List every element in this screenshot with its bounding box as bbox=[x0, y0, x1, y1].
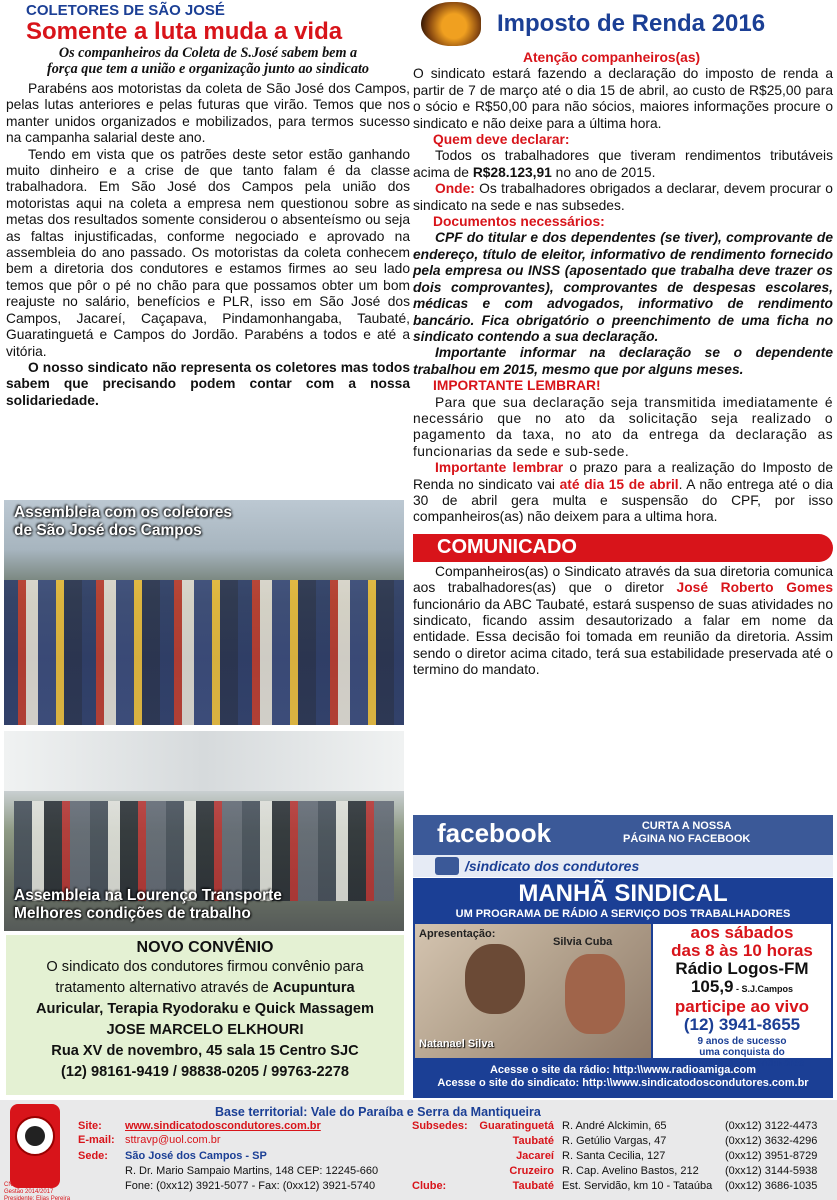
radio-s2: das 8 às 10 horas bbox=[671, 941, 813, 960]
convenio-line-5: Rua XV de novembro, 45 sala 15 Centro SJC bbox=[51, 1043, 359, 1059]
footer-row-1-city: Taubaté bbox=[512, 1135, 554, 1147]
ir-important-title: IMPORTANTE LEMBRAR! bbox=[433, 378, 601, 394]
footer-row-4-address: Est. Servidão, km 10 - Tataúba bbox=[562, 1180, 713, 1192]
footer-row-2-city: Jacareí bbox=[516, 1150, 554, 1162]
convenio-line-2a: tratamento alternativo através de bbox=[55, 980, 273, 996]
article-paragraph-1: Parabéns aos motoristas da coleta de São José dos Campos, pelas lutas anteriores e pelas futuras que virão. Temos que nos manter unidos organizados e mobilizados, para termos sucesso na campanha salarial deste ano. bbox=[6, 81, 410, 146]
sindicato-site-link[interactable]: Acesse o site do sindicato: http:\\www.sindicatodoscondutores.com.br bbox=[437, 1077, 809, 1089]
convenio-line-6: (12) 98161-9419 / 98838-0205 / 99763-2278 bbox=[60, 1064, 350, 1080]
radio-s3: Rádio Logos-FM bbox=[675, 959, 809, 978]
ir-important-2 bbox=[413, 460, 833, 526]
footer-email[interactable]: sttravp@uol.com.br bbox=[125, 1134, 221, 1146]
radio-s7: 9 anos de sucesso bbox=[697, 1036, 787, 1047]
footer-email-label: E-mail: bbox=[78, 1134, 115, 1146]
radio-s9: Sindicato dos Condutores bbox=[679, 1058, 805, 1069]
article-deck bbox=[6, 45, 410, 77]
ir-important-2-date: até dia 15 de abril bbox=[559, 476, 679, 492]
radio-s4: 105,9 bbox=[690, 977, 734, 996]
ir-where-body: Os trabalhadores obrigados a declarar, devem procurar o sindicato na sede e nas subsedes. bbox=[413, 181, 833, 213]
photo2-caption-2: Melhores condições de trabalho bbox=[14, 905, 251, 922]
presenter-figure-2 bbox=[565, 954, 625, 1034]
footer-row-2-address: R. Santa Cecilia, 127 bbox=[562, 1150, 666, 1162]
ir-who-text bbox=[413, 148, 833, 181]
facebook-cta bbox=[623, 820, 750, 846]
ir-docs-text: CPF do titular e dos dependentes (se tiver), comprovante de endereço, título de eleitor, informativo de rendimento fornecido pela empresa ou INSS (aposentado que trabalha deve trazer os dois comprovantes), comprovantes de despesas escolares, médicas e com advogados, informativo de rendimento bancário. Fica obrigatório o preenchimento de uma ficha no sindicato contendo a sua declaração. bbox=[413, 230, 833, 344]
convenio-line-4: JOSE MARCELO ELKHOURI bbox=[106, 1022, 304, 1038]
facebook-cta-1: CURTA A NOSSA bbox=[641, 820, 732, 832]
footer-row-0-address: R. André Alckimin, 65 bbox=[562, 1120, 667, 1132]
footer-row-3-phone: (0xx12) 3144-5938 bbox=[725, 1165, 818, 1177]
ir-docs-note: Importante informar na declaração se o dependente trabalhou em 2015, mesmo que por alguns meses. bbox=[413, 345, 833, 377]
radio-phone: (12) 3941-8655 bbox=[683, 1015, 801, 1034]
article-headline: Somente a luta muda a vida bbox=[26, 18, 343, 45]
seal-text bbox=[4, 1182, 70, 1200]
radio-studio-photo bbox=[415, 924, 651, 1058]
photo-assembleia-lourenco bbox=[4, 731, 404, 931]
radio-footer bbox=[413, 1064, 833, 1090]
seal-text-3: Presidente: Elias Pereira bbox=[4, 1196, 71, 1200]
photo2-caption-1: Assembleia na Lourenço Transporte bbox=[14, 887, 282, 904]
radio-s5: participe ao vivo bbox=[674, 997, 810, 1016]
facebook-page-link[interactable] bbox=[413, 855, 833, 877]
photo1-caption-2: de São José dos Campos bbox=[14, 522, 202, 539]
convenio-line-3: Auricular, Terapia Ryodoraku e Quick Massagem bbox=[36, 1001, 374, 1017]
seal-text-2: Gestão 2014/2017 bbox=[4, 1189, 54, 1195]
ir-title: Imposto de Renda 2016 bbox=[497, 10, 766, 37]
presenter-figure bbox=[465, 944, 525, 1014]
photo-assembleia-coletores bbox=[4, 500, 404, 725]
footer-sede-label: Sede: bbox=[78, 1150, 108, 1162]
footer-row-4-phone: (0xx12) 3686-1035 bbox=[725, 1180, 818, 1192]
ir-docs-title: Documentos necessários: bbox=[433, 214, 605, 230]
footer-row-3-city: Cruzeiro bbox=[509, 1165, 554, 1177]
comunicado-title: COMUNICADO bbox=[413, 534, 833, 562]
lion-logo-icon bbox=[421, 2, 481, 46]
footer-row-1-address: R. Getúlio Vargas, 47 bbox=[562, 1135, 667, 1147]
radio-presenter-1: Silvia Cuba bbox=[553, 936, 613, 948]
footer-subsedes-label: Subsedes: bbox=[412, 1120, 468, 1132]
ir-important-2-b: . A não entrega até o dia 30 de abril gera multa e suspensão do CPF, por isso companheiros(as) não deixem para a ultima hora. bbox=[413, 476, 833, 525]
people-shape bbox=[14, 801, 394, 901]
deck-line-2: força que tem a união e organização junto ao sindicato bbox=[46, 61, 369, 77]
footer-site-label: Site: bbox=[78, 1120, 102, 1132]
photo1-caption-1: Assembleia com os coletores bbox=[14, 504, 232, 521]
ir-who-text-a: Todos os trabalhadores que tiveram rendimentos tributáveis acima de bbox=[413, 148, 833, 180]
footer-row-2-phone: (0xx12) 3951-8729 bbox=[725, 1150, 818, 1162]
footer-row-3-address: R. Cap. Avelino Bastos, 212 bbox=[562, 1165, 699, 1177]
article-kicker: COLETORES DE SÃO JOSÉ bbox=[26, 2, 225, 19]
radio-schedule bbox=[653, 923, 831, 1069]
comunicado-text bbox=[413, 564, 833, 679]
footer-base: Base territorial: Vale do Paraíba e Serra da Mantiqueira bbox=[215, 1105, 541, 1119]
novo-convenio-box bbox=[6, 935, 404, 1095]
convenio-line-2 bbox=[6, 978, 404, 999]
manha-sindical-banner bbox=[413, 878, 833, 1098]
ir-who-title: Quem deve declarar: bbox=[433, 132, 570, 148]
comunicado-text-a: Companheiros(as) o Sindicato através da sua diretoria comunica aos trabalhadores(as) que o diretor bbox=[413, 563, 833, 596]
radio-title: MANHÃ SINDICAL bbox=[518, 880, 728, 907]
imposto-de-renda-article bbox=[413, 2, 833, 679]
facebook-page-name: /sindicato dos condutores bbox=[465, 858, 640, 874]
ir-important-text: Para que sua declaração seja transmitida imediatamente é necessário que no ato da solicitação seja realizado o pagamento da taxa, no ato da entrega da declaração as funcionarias da sede e sub-sede. bbox=[413, 394, 833, 459]
footer-row-0-phone: (0xx12) 3122-4473 bbox=[725, 1120, 818, 1132]
radio-presenter-2: Natanael Silva bbox=[419, 1038, 494, 1050]
footer-row-4-city: Taubaté bbox=[512, 1180, 554, 1192]
radio-s1: aos sábados bbox=[690, 923, 794, 942]
like-thumb-icon bbox=[435, 857, 459, 875]
convenio-line-1: O sindicato dos condutores firmou convênio para bbox=[46, 959, 364, 975]
ir-important-2-lead: Importante lembrar bbox=[435, 460, 564, 476]
radio-s8: uma conquista do bbox=[699, 1047, 785, 1058]
ir-who-text-b: no ano de 2015. bbox=[551, 164, 656, 180]
crowd-shape bbox=[4, 580, 404, 725]
radio-presenter-label: Apresentação: bbox=[419, 928, 496, 940]
ir-important-2-a: o prazo para a realização do Imposto de Renda no sindicato vai bbox=[413, 460, 833, 492]
footer-clube-label: Clube: bbox=[412, 1180, 447, 1192]
comunicado-name: José Roberto Gomes bbox=[676, 580, 833, 596]
ir-where-text bbox=[413, 181, 833, 214]
facebook-banner[interactable] bbox=[413, 815, 833, 855]
ir-header bbox=[413, 2, 833, 46]
seal-emblem-icon bbox=[15, 1116, 55, 1156]
ir-where-title: Onde: bbox=[435, 181, 475, 197]
union-seal bbox=[10, 1104, 60, 1188]
convenio-line-2b: Acupuntura bbox=[272, 980, 355, 996]
convenio-title: NOVO CONVÊNIO bbox=[136, 939, 274, 956]
article-paragraph-2: Tendo em vista que os patrões deste setor estão ganhando muito dinheiro e a crise de que tanto falam é da classe trabalhadora. Em São José dos Campos pela união dos motoristas aqui na coleta a empresa nem questionou sobre as metas dos resultados somente considerou o absenteísmo ou seja as faltas injustificadas, conforme negociado e aprovado na assembleia do ano passado. Os motoristas da coleta conhecem bem a diretoria dos condutores e estamos firmes ao seu lado temos que pôr o pé no chão para que possamos obter um bom reajuste no salário, benefícios e PLR, isso em São José dos Campos, Jacareí, Caçapava, Pindamonhangaba, Taubaté, Guaratinguetá e Campos do Jordão. Parabéns a todos e até a vitória. bbox=[6, 146, 410, 359]
footer bbox=[0, 1100, 837, 1200]
seal-text-1: CNTTL FESTTT bbox=[4, 1182, 48, 1188]
article-paragraph-3: O nosso sindicato não representa os coletores mas todos sabem que precisando podem contar com a nossa solidariedade. bbox=[6, 359, 410, 408]
footer-row-1-phone: (0xx12) 3632-4296 bbox=[725, 1135, 818, 1147]
ir-paragraph-1: O sindicato estará fazendo a declaração do imposto de renda a partir de 7 de março até o dia 15 de abril, ao custo de R$25,00 para o sócio e R$50,00 para não sócios, maiores informações procure o sindicato e não deixe para a última hora. bbox=[413, 66, 833, 131]
comunicado-text-b: funcionário da ABC Taubaté, estará suspenso de suas atividades no sindicato, ficando assim desautorizado a falar em nome da entidade. Essa decisão foi tomada em reunião da diretoria. Assim sendo o diretor acima citado, terá sua estabilidade preservada até o termino do mandato. bbox=[413, 596, 833, 678]
deck-line-1: Os companheiros da Coleta de S.José sabem bem a bbox=[58, 45, 358, 61]
footer-sede-phone: Fone: (0xx12) 3921-5077 - Fax: (0xx12) 3921-5740 bbox=[125, 1180, 376, 1192]
footer-site[interactable]: www.sindicatodoscondutores.com.br bbox=[125, 1120, 321, 1132]
coletores-article bbox=[6, 2, 410, 409]
building-shape bbox=[4, 731, 404, 791]
radio-site-link[interactable]: Acesse o site da rádio: http:\\www.radioamiga.com bbox=[489, 1064, 757, 1076]
footer-sede-address: R. Dr. Mario Sampaio Martins, 148 CEP: 12245-660 bbox=[125, 1165, 379, 1177]
facebook-cta-2: PÁGINA NO FACEBOOK bbox=[623, 833, 751, 845]
ir-who-amount: R$28.123,91 bbox=[472, 164, 552, 180]
footer-row-0-city: Guaratinguetá bbox=[479, 1120, 554, 1132]
footer-sede-city: São José dos Campos - SP bbox=[125, 1150, 267, 1162]
facebook-logo: facebook bbox=[437, 818, 552, 848]
ir-attention: Atenção companheiros(as) bbox=[523, 50, 701, 65]
radio-frequency bbox=[653, 978, 831, 998]
radio-subtitle: UM PROGRAMA DE RÁDIO A SERVIÇO DOS TRABALHADORES bbox=[455, 908, 791, 920]
radio-s4b: - S.J.Campos bbox=[733, 984, 794, 994]
